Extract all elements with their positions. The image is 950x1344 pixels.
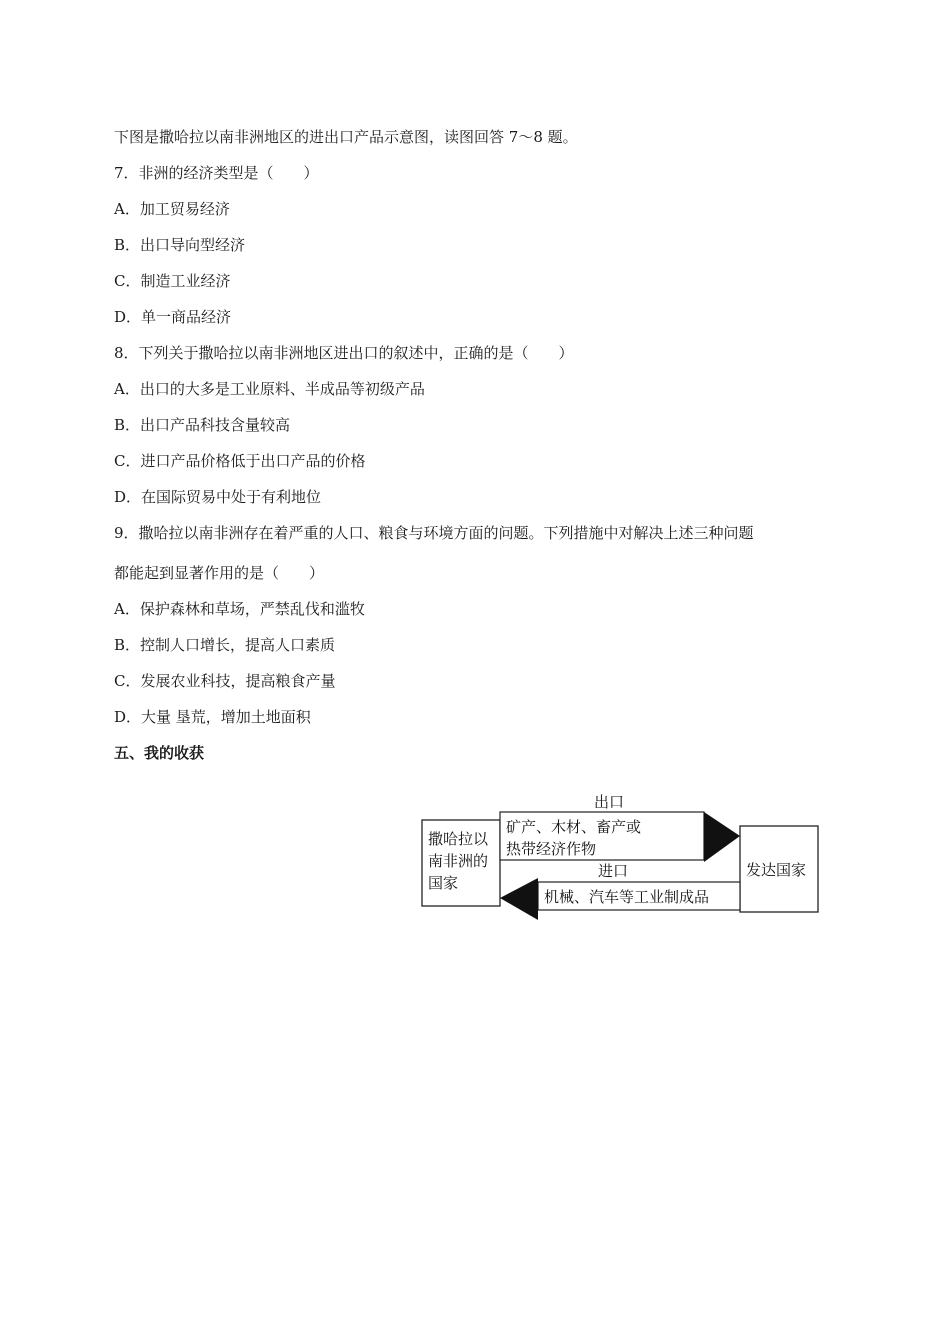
question-8-option-c: C．进口产品价格低于出口产品的价格 [114, 452, 366, 470]
right-box-label: 发达国家 [746, 861, 807, 879]
question-7-option-c: C．制造工业经济 [114, 272, 231, 290]
left-box-line-3: 国家 [428, 874, 459, 892]
section-heading: 五、我的收获 [114, 744, 205, 762]
left-box-line-2: 南非洲的 [428, 852, 489, 870]
export-label: 出口 [594, 793, 625, 811]
question-9-option-a: A．保护森林和草场，严禁乱伐和滥牧 [114, 600, 365, 618]
question-9-stem-line-2: 都能起到显著作用的是（ ） [114, 564, 325, 582]
import-goods-text: 机械、汽车等工业制成品 [544, 888, 710, 906]
question-8-stem: 8．下列关于撒哈拉以南非洲地区进出口的叙述中，正确的是（ ） [114, 344, 574, 362]
export-goods-line-1: 矿产、木材、畜产或 [506, 818, 642, 836]
trade-diagram [416, 786, 824, 926]
question-9-option-c: C．发展农业科技，提高粮食产量 [114, 672, 336, 690]
question-8-option-d: D．在国际贸易中处于有利地位 [114, 488, 322, 506]
import-label: 进口 [598, 862, 629, 880]
question-7-option-d: D．单一商品经济 [114, 308, 232, 326]
export-arrowhead [704, 812, 740, 862]
export-goods-line-2: 热带经济作物 [506, 840, 597, 858]
question-9-stem-line-1: 9．撒哈拉以南非洲存在着严重的人口、粮食与环境方面的问题。下列措施中对解决上述三种问题 [114, 524, 754, 542]
question-8-option-a: A．出口的大多是工业原料、半成品等初级产品 [114, 380, 425, 398]
question-8-option-b: B．出口产品科技含量较高 [114, 416, 291, 434]
intro-text: 下图是撒哈拉以南非洲地区的进出口产品示意图，读图回答 7～8 题。 [114, 128, 578, 146]
question-7-option-a: A．加工贸易经济 [114, 200, 230, 218]
question-9-option-b: B．控制人口增长，提高人口素质 [114, 636, 336, 654]
import-arrowhead [500, 878, 538, 920]
question-7-stem: 7．非洲的经济类型是（ ） [114, 164, 319, 182]
question-9-option-d: D．大量 垦荒，增加土地面积 [114, 708, 311, 726]
left-box-line-1: 撒哈拉以 [428, 830, 489, 848]
question-7-option-b: B．出口导向型经济 [114, 236, 246, 254]
